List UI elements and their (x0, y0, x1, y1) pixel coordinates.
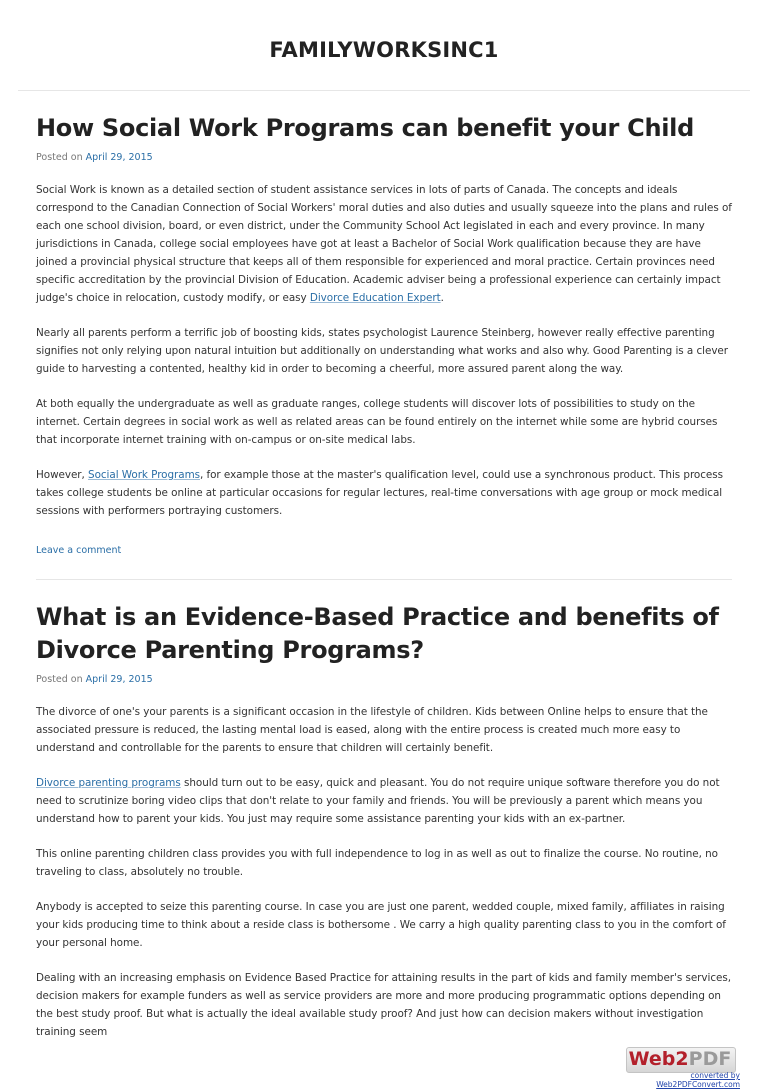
paragraph-text: However, (36, 469, 89, 481)
paragraph-text: , for example those at the master's qualification level, could use a synchronous product. This process takes college students be online at particular occasions for regular lectures, real-time conversations with age group or mock medical sessions with performers portraying customers. (36, 469, 723, 517)
post-meta (36, 673, 732, 687)
paragraph-end: . (440, 292, 444, 304)
paragraph-text: should turn out to be easy, quick and pleasant. You do not require unique software therefore you do not need to scrutinize boring video clips that don't relate to your family and friends. You will be previously a parent which means you understand how to parent your kids. You just may require some assistance parenting your kids with an ex-partner. (36, 777, 720, 825)
paragraph-text: Social Work is known as a detailed section of student assistance services in lots of parts of Canada. The concepts and ideals correspond to the Canadian Connection of Social Workers' moral duties and also duties and usually squeeze into the plans and rules of each one school division, board, or even district, under the Community School Act legislated in each and every province. In many jurisdictions in Canada, college social employees have got at least a Bachelor of Social Work qualification because they are have joined a provincial physical structure that keeps all of them responsible for experienced and moral practice. Certain provinces need specific accreditation by the provincial Division of Education. Academic adviser being a professional experience can certainly impact judge's choice in relocation, custody modify, or easy (36, 184, 732, 304)
post-paragraph: This online parenting children class provides you with full independence to log in as well as out to finalize the course. No routine, no traveling to class, absolutely no trouble. (36, 848, 718, 878)
divorce-education-expert-link[interactable]: Divorce Education Expert (309, 292, 441, 304)
post-date-link[interactable]: April 29, 2015 (85, 674, 153, 685)
leave-comment-link[interactable]: Leave a comment (36, 545, 122, 556)
post-divider (36, 579, 732, 580)
post-paragraph: Nearly all parents perform a terrific job of boosting kids, states psychologist Laurence Steinberg, however really effective parenting signifies not only relying upon natural intuition but additionally on understanding what works and also why. Good Parenting is a clever guide to harvesting a contented, healthy kid in order to becoming a cheerful, more assured parent along the way. (36, 327, 728, 375)
badge-caption[interactable]: converted by Web2PDFConvert.com (656, 1071, 740, 1089)
post-meta (36, 151, 732, 165)
posted-on-label: Posted on (36, 674, 83, 685)
web2pdf-logo: Web2PDF (628, 1048, 732, 1070)
post-paragraph: Dealing with an increasing emphasis on Evidence Based Practice for attaining results in the part of kids and family member's services, decision makers for example funders as well as service providers are more and more producing programmatic options depending on the best study proof. But what is actually the ideal available study proof? And just how can decision makers without investigation training seem (36, 972, 731, 1038)
post-2 (36, 601, 732, 1041)
divorce-parenting-programs-link[interactable]: Divorce parenting programs (36, 777, 181, 789)
post-1 (36, 112, 732, 557)
web2pdf-badge[interactable] (612, 1047, 740, 1089)
post-title[interactable]: What is an Evidence-Based Practice and benefits of Divorce Parenting Programs? (36, 603, 719, 664)
social-work-programs-link[interactable]: Social Work Programs (88, 469, 201, 481)
post-paragraph: At both equally the undergraduate as well as graduate ranges, college students will discover lots of possibilities to study on the internet. Certain degrees in social work as well as related areas can be found entirely on the internet while some are hybrid courses that incorporate internet training with on-campus or on-site medical labs. (36, 398, 718, 446)
post-paragraph (36, 181, 732, 307)
site-title[interactable]: FAMILYWORKSINC1 (269, 38, 499, 62)
header-divider (18, 90, 750, 91)
post-date-link[interactable]: April 29, 2015 (85, 152, 153, 163)
post-paragraph (36, 774, 732, 828)
post-paragraph: The divorce of one's your parents is a significant occasion in the lifestyle of children. Kids between Online helps to ensure that the associated pressure is reduced, the lasting mental load is eased, along with the entire process is created much more easy to understand and controllable for the parents to ensure that children will certainly benefit. (36, 706, 708, 754)
post-title[interactable]: How Social Work Programs can benefit your Child (36, 114, 694, 142)
post-paragraph: Anybody is accepted to seize this parenting course. In case you are just one parent, wedded couple, mixed family, affiliates in raising your kids producing time to think about a reside class is bothersome . We carry a high quality parenting class to you in the comfort of your personal home. (36, 901, 726, 949)
post-paragraph (36, 466, 732, 520)
posted-on-label: Posted on (36, 152, 83, 163)
